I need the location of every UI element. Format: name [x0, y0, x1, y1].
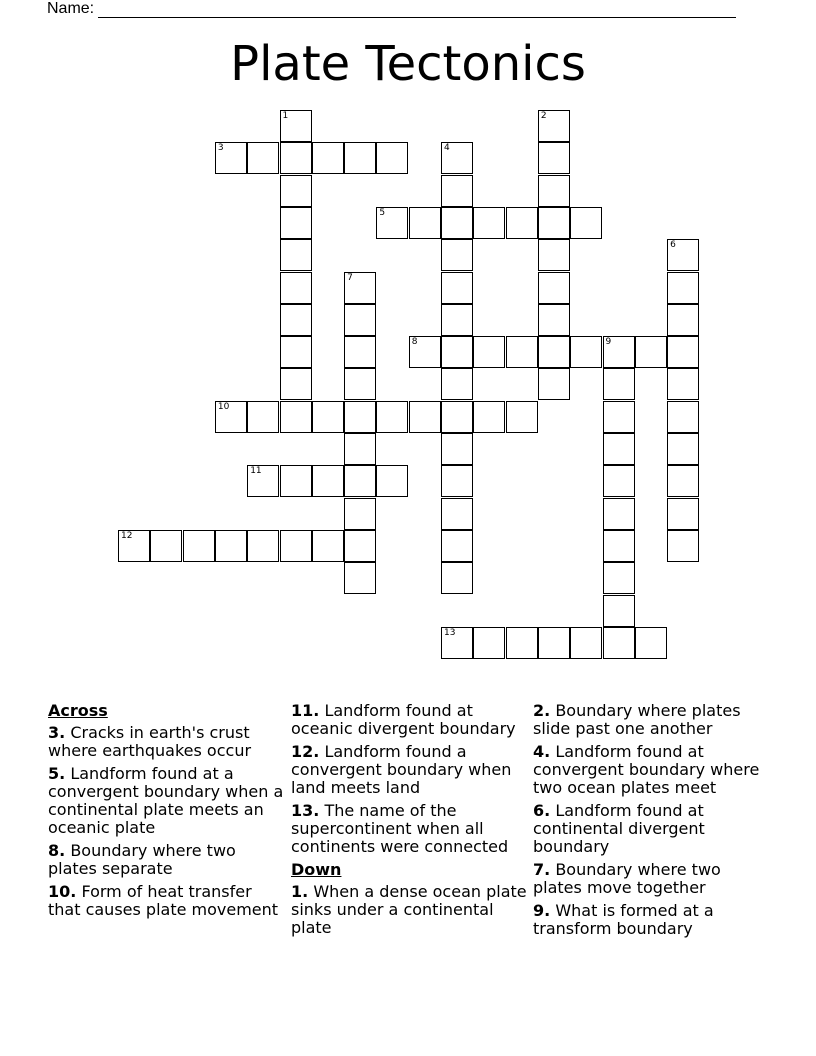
crossword-cell[interactable]: [247, 401, 279, 433]
crossword-cell[interactable]: [603, 498, 635, 530]
crossword-cell[interactable]: [280, 142, 312, 174]
crossword-cell[interactable]: [635, 627, 667, 659]
crossword-cell[interactable]: [538, 142, 570, 174]
crossword-cell[interactable]: [376, 142, 408, 174]
crossword-cell[interactable]: [473, 627, 505, 659]
crossword-cell[interactable]: [570, 207, 602, 239]
crossword-cell[interactable]: [441, 465, 473, 497]
crossword-cell[interactable]: [344, 368, 376, 400]
crossword-cell[interactable]: [344, 465, 376, 497]
crossword-cell[interactable]: [280, 368, 312, 400]
crossword-cell[interactable]: [667, 401, 699, 433]
crossword-cell[interactable]: [538, 627, 570, 659]
crossword-cell[interactable]: [603, 627, 635, 659]
crossword-cell[interactable]: [506, 627, 538, 659]
crossword-cell[interactable]: [215, 401, 247, 433]
crossword-cell[interactable]: [312, 142, 344, 174]
clue-number: 1: [282, 111, 289, 121]
crossword-cell[interactable]: [667, 272, 699, 304]
crossword-cell[interactable]: [376, 207, 408, 239]
clue-number: 2: [540, 111, 547, 121]
crossword-cell[interactable]: [441, 627, 473, 659]
crossword-cell[interactable]: [344, 433, 376, 465]
crossword-cell[interactable]: [183, 530, 215, 562]
crossword-cell[interactable]: [603, 595, 635, 627]
crossword-cell[interactable]: [603, 368, 635, 400]
crossword-cell[interactable]: [603, 530, 635, 562]
crossword-cell[interactable]: [441, 272, 473, 304]
down-clue-2: 2. Boundary where plates slide past one another: [533, 701, 741, 738]
crossword-cell[interactable]: [667, 530, 699, 562]
across-clue-11: 11. Landform found at oceanic divergent boundary: [291, 701, 516, 738]
crossword-cell[interactable]: [344, 401, 376, 433]
crossword-cell[interactable]: [667, 433, 699, 465]
down-clue-6: 6. Landform found at continental divergent boundary: [533, 801, 705, 856]
crossword-cell[interactable]: [667, 239, 699, 271]
clue-number: 8: [411, 337, 418, 348]
clue-number: 6: [670, 240, 676, 251]
down-clue-7: 7. Boundary where two plates move together: [533, 860, 721, 897]
crossword-cell[interactable]: [635, 336, 667, 368]
crossword-cell[interactable]: [376, 401, 408, 433]
down-header: Down: [291, 860, 342, 879]
clue-number: 5: [379, 207, 386, 218]
crossword-cell[interactable]: [603, 433, 635, 465]
crossword-cell[interactable]: [441, 433, 473, 465]
crossword-cell[interactable]: [118, 530, 150, 562]
crossword-cell[interactable]: [603, 401, 635, 433]
clue-column-1: [48, 702, 288, 924]
crossword-cell[interactable]: [344, 562, 376, 594]
crossword-cell[interactable]: [409, 401, 441, 433]
name-label: Name:: [47, 0, 95, 17]
crossword-cell[interactable]: [603, 465, 635, 497]
clue-number: 7: [347, 272, 353, 283]
crossword-cell[interactable]: [667, 336, 699, 368]
crossword-cell[interactable]: [280, 304, 312, 336]
crossword-cell[interactable]: [344, 336, 376, 368]
crossword-cell[interactable]: [280, 336, 312, 368]
crossword-cell[interactable]: [538, 207, 570, 239]
crossword-cell[interactable]: [667, 304, 699, 336]
crossword-cell[interactable]: [280, 175, 312, 207]
crossword-cell[interactable]: [441, 498, 473, 530]
clue-number: 10: [217, 401, 230, 412]
crossword-cell[interactable]: [441, 562, 473, 594]
crossword-cell[interactable]: [506, 401, 538, 433]
crossword-cell[interactable]: [409, 207, 441, 239]
crossword-cell[interactable]: [538, 304, 570, 336]
crossword-cell[interactable]: [441, 175, 473, 207]
crossword-cell[interactable]: [441, 239, 473, 271]
crossword-cell[interactable]: [506, 336, 538, 368]
crossword-cell[interactable]: [344, 498, 376, 530]
crossword-cell[interactable]: [441, 401, 473, 433]
crossword-cell[interactable]: [409, 336, 441, 368]
puzzle-title: Plate Tectonics: [230, 36, 586, 92]
clue-number: 4: [444, 143, 450, 154]
crossword-cell[interactable]: [441, 530, 473, 562]
crossword-cell[interactable]: [538, 239, 570, 271]
crossword-cell[interactable]: [344, 304, 376, 336]
crossword-cell[interactable]: [441, 142, 473, 174]
crossword-cell[interactable]: [247, 465, 279, 497]
crossword-cell[interactable]: [215, 530, 247, 562]
crossword-cell[interactable]: [603, 562, 635, 594]
crossword-cell[interactable]: [280, 272, 312, 304]
clue-number: 11: [250, 466, 262, 477]
crossword-cell[interactable]: [312, 465, 344, 497]
crossword-cell[interactable]: [538, 368, 570, 400]
crossword-cell[interactable]: [344, 530, 376, 562]
crossword-cell[interactable]: [441, 368, 473, 400]
clue-number: 12: [121, 530, 133, 541]
crossword-cell[interactable]: [570, 627, 602, 659]
crossword-cell[interactable]: [280, 530, 312, 562]
down-clue-4: 4. Landform found at convergent boundary where two ocean plates meet: [533, 742, 760, 797]
crossword-cell[interactable]: [506, 207, 538, 239]
crossword-cell[interactable]: [150, 530, 182, 562]
crossword-cell[interactable]: [344, 142, 376, 174]
across-clue-10: 10. Form of heat transfer that causes plate movement: [48, 882, 279, 919]
crossword-cell[interactable]: [538, 272, 570, 304]
crossword-cell[interactable]: [538, 110, 570, 142]
crossword-cell[interactable]: [312, 401, 344, 433]
crossword-cell[interactable]: [441, 336, 473, 368]
crossword-cell[interactable]: [603, 336, 635, 368]
crossword-cell[interactable]: [215, 142, 247, 174]
crossword-cell[interactable]: [280, 465, 312, 497]
crossword-cell[interactable]: [667, 498, 699, 530]
across-clue-13: 13. The name of the supercontinent when all continents were connected: [291, 801, 509, 856]
crossword-cell[interactable]: [441, 304, 473, 336]
crossword-cell[interactable]: [473, 336, 505, 368]
crossword-cell[interactable]: [538, 175, 570, 207]
crossword-cell[interactable]: [280, 207, 312, 239]
down-clue-9: 9. What is formed at a transform boundary: [533, 901, 714, 938]
crossword-cell[interactable]: [344, 272, 376, 304]
crossword-cell[interactable]: [280, 239, 312, 271]
clue-number: 3: [217, 143, 224, 154]
clue-column-3: [533, 702, 773, 943]
crossword-cell[interactable]: [538, 336, 570, 368]
crossword-cell[interactable]: [570, 336, 602, 368]
crossword-cell[interactable]: [247, 530, 279, 562]
down-clue-1: 1. When a dense ocean plate sinks under a continental plate: [291, 882, 527, 937]
crossword-cell[interactable]: [473, 207, 505, 239]
crossword-cell[interactable]: [280, 110, 312, 142]
across-clue-8: 8. Boundary where two plates separate: [48, 841, 236, 878]
crossword-cell[interactable]: [280, 401, 312, 433]
clue-column-2: [291, 702, 531, 942]
across-header: Across: [48, 701, 108, 720]
crossword-cell[interactable]: [667, 465, 699, 497]
across-clue-5: 5. Landform found at a convergent boundary when a continental plate meets an oceanic plate: [48, 764, 284, 837]
across-clue-3: 3. Cracks in earth's crust where earthquakes occur: [48, 723, 252, 760]
crossword-cell[interactable]: [247, 142, 279, 174]
crossword-cell[interactable]: [312, 530, 344, 562]
clue-number: 9: [605, 337, 612, 348]
crossword-cell[interactable]: [441, 207, 473, 239]
across-clue-12: 12. Landform found a convergent boundary when land meets land: [291, 742, 512, 797]
crossword-cell[interactable]: [473, 401, 505, 433]
crossword-cell[interactable]: [667, 368, 699, 400]
clue-number: 13: [444, 627, 456, 638]
crossword-cell[interactable]: [376, 465, 408, 497]
